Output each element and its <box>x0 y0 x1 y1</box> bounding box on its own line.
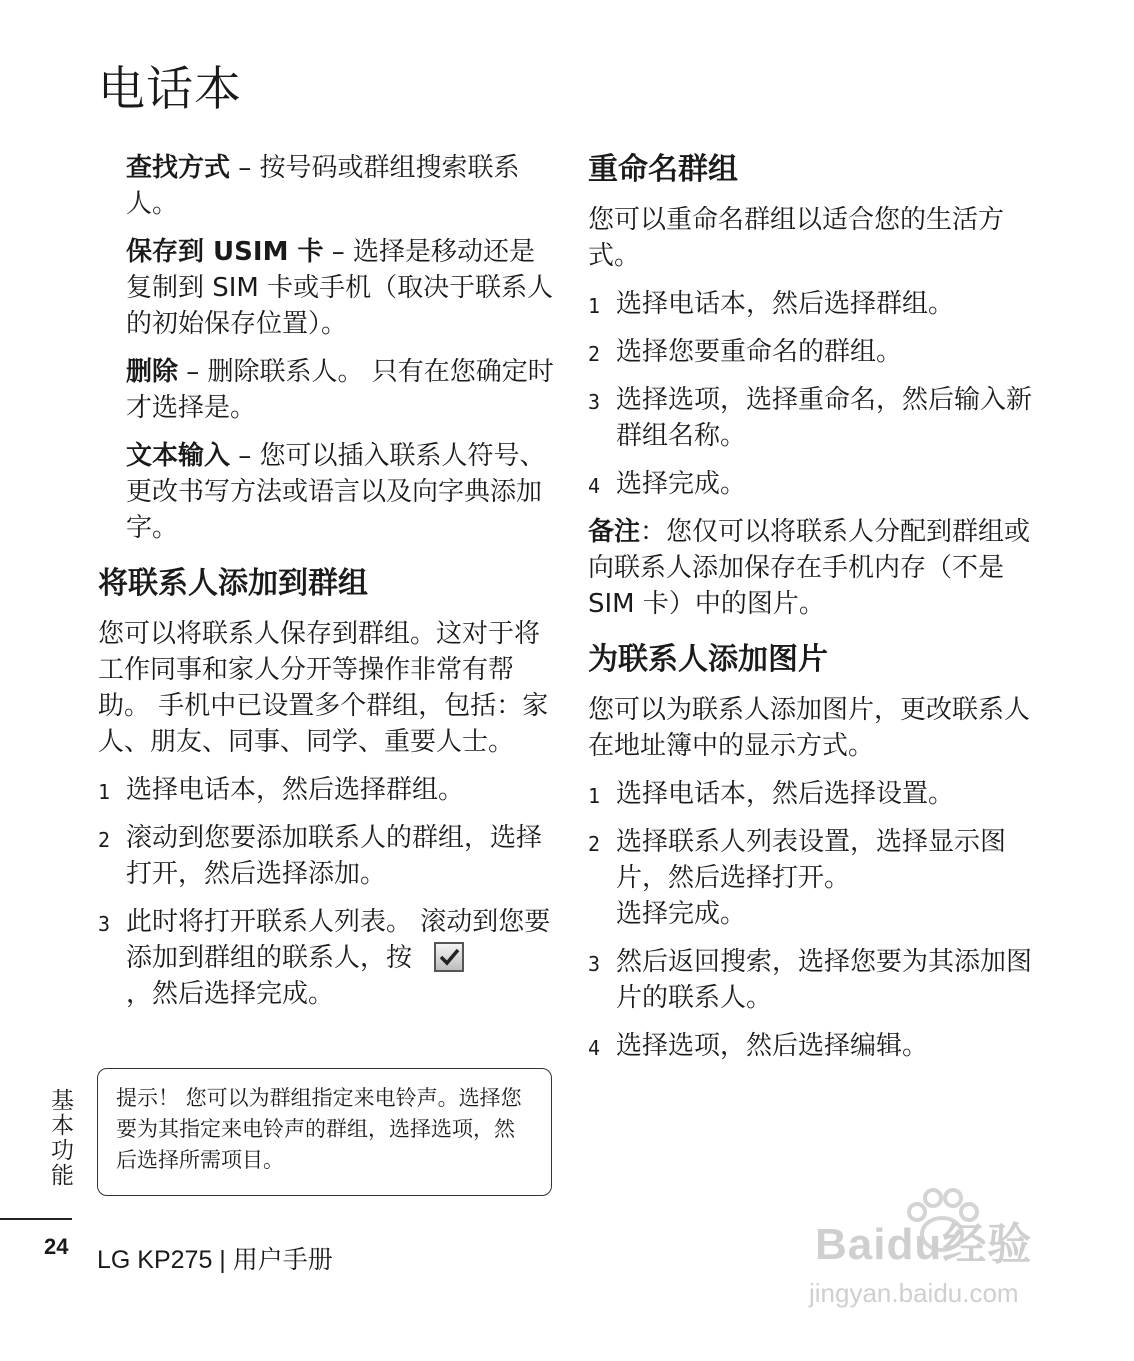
step-text: 选择您要重命名的群组。 <box>616 337 903 367</box>
watermark-brand: Baidu经验 <box>815 1220 1033 1269</box>
note <box>588 514 1048 622</box>
step-text-after: ，然后选择完成。 <box>126 979 335 1009</box>
step-number: 1 <box>98 780 111 804</box>
definition-text: – 删除联系人。 只有在您确定时才选择是。 <box>126 357 554 423</box>
page-number: 24 <box>44 1234 69 1259</box>
definition-search-method <box>126 150 558 222</box>
step-text: 选择电话本，然后选择群组。 <box>616 289 955 319</box>
definition-text: – 您可以插入联系人符号、更改书写方法或语言以及向字典添加字。 <box>126 441 546 543</box>
step-item <box>588 1028 1048 1064</box>
step-number: 4 <box>588 474 601 498</box>
definition-save-usim <box>126 234 558 342</box>
step-item <box>98 904 558 1012</box>
step-item <box>588 382 1048 454</box>
step-number: 1 <box>588 294 601 318</box>
definition-term: 保存到 USIM 卡 <box>126 237 324 267</box>
definition-term: 文本输入 <box>126 441 231 471</box>
step-item <box>98 772 558 808</box>
step-item <box>588 776 1048 812</box>
step-number: 2 <box>98 828 111 852</box>
step-item <box>98 820 558 892</box>
step-item <box>588 334 1048 370</box>
step-number: 3 <box>98 912 111 936</box>
section-heading-rename-group: 重命名群组 <box>588 152 738 187</box>
note-lead: 备注 <box>588 517 641 547</box>
definition-term: 查找方式 <box>126 153 231 183</box>
step-text: 滚动到您要添加联系人的群组，选择打开，然后选择添加。 <box>126 823 543 889</box>
baidu-watermark <box>805 1190 1075 1320</box>
side-section-label: 基本功能 <box>47 1088 73 1188</box>
checkbox-icon <box>434 942 464 972</box>
step-item <box>588 286 1048 322</box>
step-number: 3 <box>588 390 601 414</box>
step-text: 然后返回搜索，选择您要为其添加图片的联系人。 <box>616 947 1033 1013</box>
step-number: 2 <box>588 342 601 366</box>
note-text: ：您仅可以将联系人分配到群组或向联系人添加保存在手机内存（不是 SIM 卡）中的图片。 <box>588 517 1031 619</box>
section-intro: 您可以将联系人保存到群组。这对于将工作同事和家人分开等操作非常有帮助。 手机中已设置多个群组，包括：家人、朋友、同事、同学、重要人士。 <box>98 619 549 757</box>
step-text: 此时将打开联系人列表。 滚动到您要添加到群组的联系人，按 <box>126 907 551 973</box>
section-heading-add-picture: 为联系人添加图片 <box>588 642 828 677</box>
definition-text: – 按号码或群组搜索联系人。 <box>126 153 520 219</box>
definition-text-input <box>126 438 558 546</box>
step-number: 4 <box>588 1036 601 1060</box>
tip-box: 提示！ 您可以为群组指定来电铃声。选择您要为其指定来电铃声的群组，选择选项，然后选择所需项目。 <box>97 1068 552 1196</box>
step-item <box>588 824 1048 932</box>
step-text: 选择选项，选择重命名，然后输入新群组名称。 <box>616 385 1033 451</box>
right-column <box>588 150 1048 1076</box>
step-text-line2: 选择完成。 <box>616 899 747 929</box>
watermark-url: jingyan.baidu.com <box>809 1278 1019 1308</box>
section-heading-add-to-group: 将联系人添加到群组 <box>98 566 368 601</box>
left-column <box>98 150 558 1024</box>
step-item <box>588 944 1048 1016</box>
definition-text: – 选择是移动还是复制到 SIM 卡或手机（取决于联系人的初始保存位置）。 <box>126 237 554 339</box>
step-text: 选择联系人列表设置，选择显示图片，然后选择打开。 <box>616 827 1007 893</box>
section-intro: 您可以为联系人添加图片，更改联系人在地址簿中的显示方式。 <box>588 695 1031 761</box>
footer-divider <box>0 1218 72 1220</box>
step-text: 选择完成。 <box>616 469 747 499</box>
step-item <box>588 466 1048 502</box>
step-text: 选择电话本，然后选择群组。 <box>126 775 465 805</box>
definition-term: 删除 <box>126 357 179 387</box>
section-intro: 您可以重命名群组以适合您的生活方式。 <box>588 205 1005 271</box>
step-number: 1 <box>588 784 601 808</box>
step-text: 选择选项，然后选择编辑。 <box>616 1031 929 1061</box>
step-number: 2 <box>588 832 601 856</box>
definition-delete <box>126 354 558 426</box>
page-title: 电话本 <box>98 62 242 117</box>
step-number: 3 <box>588 952 601 976</box>
step-text: 选择电话本，然后选择设置。 <box>616 779 955 809</box>
footer-manual-title: LG KP275 | 用户手册 <box>97 1246 333 1274</box>
